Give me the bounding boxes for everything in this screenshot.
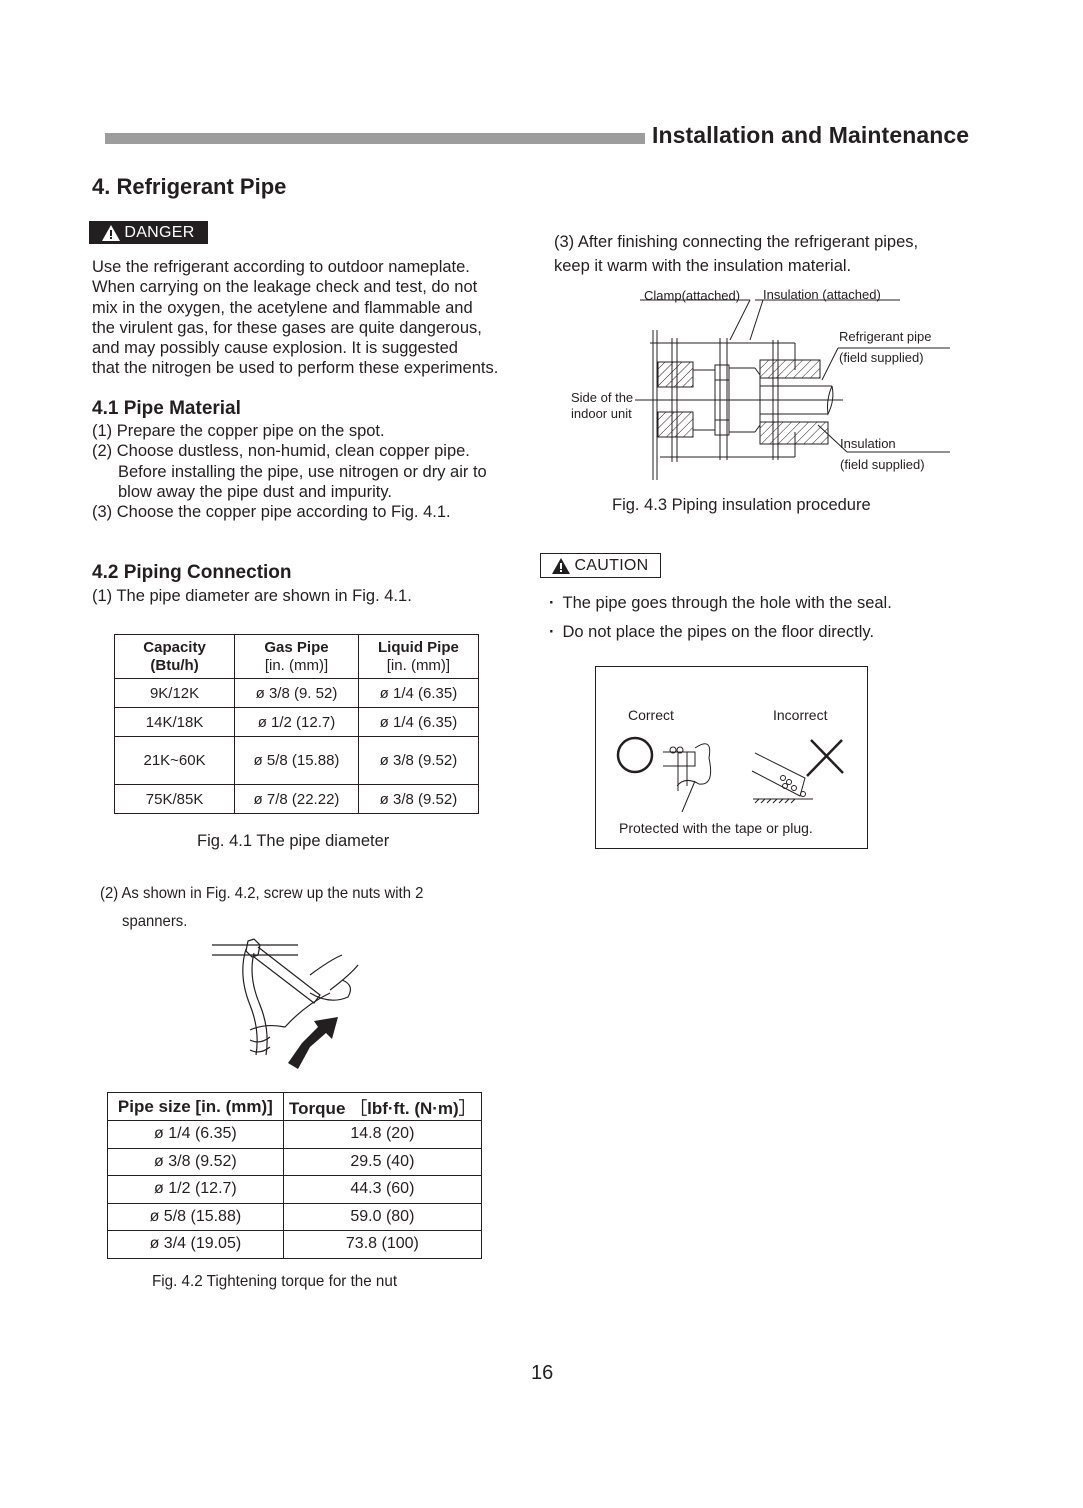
label-correct: Correct	[628, 707, 674, 723]
header-rule	[105, 133, 645, 144]
danger-badge	[89, 221, 208, 244]
caution-label: CAUTION	[574, 556, 649, 574]
warning-triangle-icon	[552, 558, 570, 574]
label-incorrect: Incorrect	[773, 707, 828, 723]
insulation-diagram-icon	[560, 280, 960, 490]
table-row: 9K/12K ø 3/8 (9. 52) ø 1/4 (6.35)	[115, 679, 479, 708]
label-insulation: Insulation	[840, 436, 896, 451]
piping-connection-item-2: (2) As shown in Fig. 4.2, screw up the nuts with 2	[100, 885, 424, 902]
column-header: Pipe size [in. (mm)]	[108, 1093, 284, 1121]
torque-table	[107, 1092, 482, 1259]
label-refrigerant-pipe: Refrigerant pipe	[839, 329, 932, 344]
label-insulation-note: (field supplied)	[840, 457, 925, 472]
danger-label: DANGER	[124, 223, 195, 241]
column-header: Liquid Pipe [in. (mm)]	[358, 635, 478, 679]
label-side-of-indoor-unit-2: indoor unit	[571, 406, 632, 421]
section-title: 4. Refrigerant Pipe	[92, 174, 287, 199]
danger-text: Use the refrigerant according to outdoor nameplate. When carrying on the leakage check and test, do not mix in the oxygen, the acetylene and flammable and the virulent gas, for these gases are quite dangerous, and may possibly cause explosion. It is suggested that the nitrogen be used to perform these experiments.	[92, 258, 499, 378]
table-row: 75K/85K ø 7/8 (22.22) ø 3/8 (9.52)	[115, 785, 479, 814]
insulation-instruction: (3) After finishing connecting the refrigerant pipes, keep it warm with the insulation material.	[554, 233, 919, 275]
spanner-illustration-icon	[210, 935, 370, 1075]
table-row: ø 5/8 (15.88) 59.0 (80)	[108, 1203, 482, 1231]
fig-4-1-caption: Fig. 4.1 The pipe diameter	[197, 832, 390, 850]
label-protected-note: Protected with the tape or plug.	[619, 820, 813, 836]
caution-badge	[540, 553, 661, 578]
header-title: Installation and Maintenance	[652, 122, 970, 148]
table-header-row	[108, 1093, 482, 1121]
caution-bullet: · Do not place the pipes on the floor directly.	[549, 623, 874, 642]
pipe-material-list: (1) Prepare the copper pipe on the spot. (2) Choose dustless, non-humid, clean copper pipe. Before installing the pipe, use nitrogen or dry air to blow away the pipe dust and impurity. (3) Choose the copper pipe according to Fig. 4.1.	[92, 422, 487, 522]
table-row: ø 3/4 (19.05) 73.8 (100)	[108, 1231, 482, 1259]
pipe-diameter-table	[114, 634, 479, 814]
column-header: Torque ［lbf·ft. (N·m)］	[283, 1093, 481, 1121]
label-clamp: Clamp(attached)	[644, 288, 741, 303]
fig-4-2-caption: Fig. 4.2 Tightening torque for the nut	[152, 1273, 398, 1290]
label-insulation-attached: Insulation (attached)	[763, 287, 881, 302]
page-number: 16	[531, 1362, 554, 1384]
piping-connection-item-2-cont: spanners.	[122, 913, 188, 930]
table-row: 14K/18K ø 1/2 (12.7) ø 1/4 (6.35)	[115, 708, 479, 737]
subsection-title-pipe-material: 4.1 Pipe Material	[92, 398, 241, 419]
table-row: ø 3/8 (9.52) 29.5 (40)	[108, 1148, 482, 1176]
label-refrigerant-pipe-note: (field supplied)	[839, 350, 924, 365]
fig-4-3-caption: Fig. 4.3 Piping insulation procedure	[612, 496, 871, 514]
subsection-title-piping-connection: 4.2 Piping Connection	[92, 562, 292, 583]
table-header-row	[115, 635, 479, 679]
column-header: Capacity (Btu/h)	[115, 635, 235, 679]
warning-triangle-icon	[102, 225, 120, 241]
caution-bullet: · The pipe goes through the hole with the seal.	[549, 594, 892, 613]
column-header: Gas Pipe [in. (mm)]	[235, 635, 359, 679]
table-row: 21K~60K ø 5/8 (15.88) ø 3/8 (9.52)	[115, 737, 479, 785]
piping-connection-item-1: (1) The pipe diameter are shown in Fig. 4.1.	[92, 587, 412, 605]
label-side-of-indoor-unit: Side of the	[571, 390, 634, 405]
table-row: ø 1/4 (6.35) 14.8 (20)	[108, 1121, 482, 1149]
table-row: ø 1/2 (12.7) 44.3 (60)	[108, 1176, 482, 1204]
